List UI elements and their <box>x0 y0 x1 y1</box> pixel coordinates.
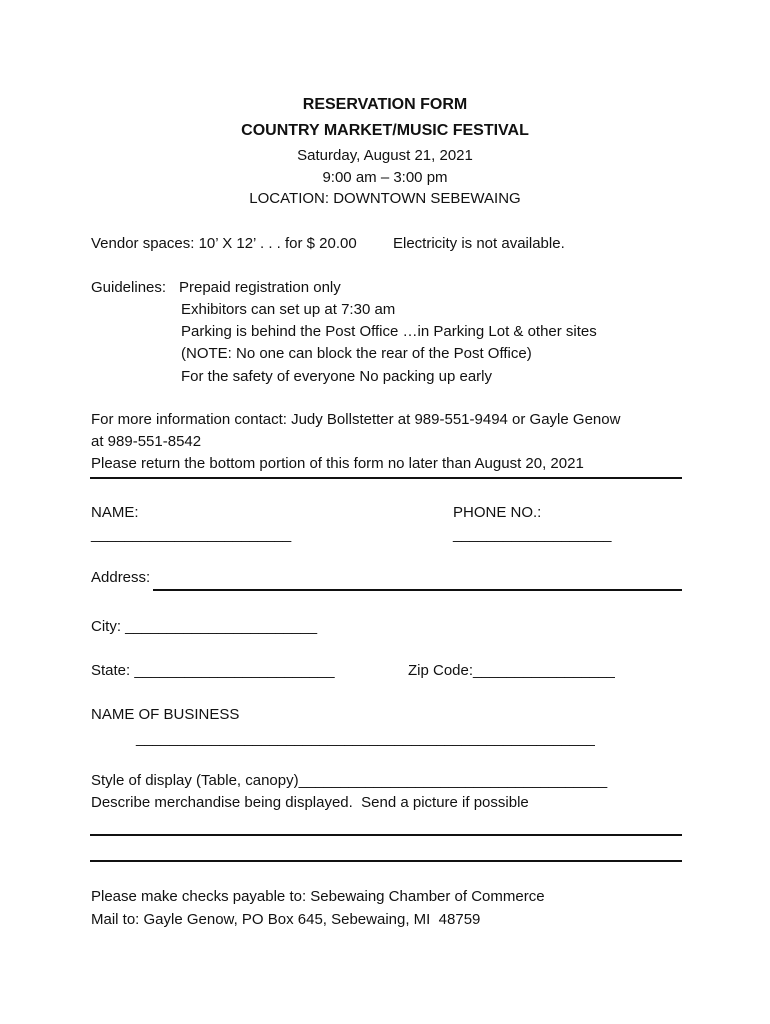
business-name-field[interactable]: _______________________________________________________ <box>136 730 595 747</box>
guideline-item: (NOTE: No one can block the rear of the Post Office) <box>181 345 532 362</box>
guideline-item: Prepaid registration only <box>179 279 341 296</box>
checks-payable-note: Please make checks payable to: Sebewaing Chamber of Commerce <box>91 888 545 905</box>
state-field[interactable]: State: ________________________ <box>91 662 335 679</box>
contact-info-line: at 989-551-8542 <box>91 433 202 450</box>
phone-label: PHONE NO.: <box>453 504 542 521</box>
city-field[interactable]: City: _______________________ <box>91 618 318 635</box>
name-label: NAME: <box>91 504 139 521</box>
address-label: Address: <box>91 569 151 586</box>
address-field[interactable] <box>153 589 682 591</box>
electricity-note: Electricity is not available. <box>393 235 565 252</box>
guideline-item: For the safety of everyone No packing up early <box>181 368 493 385</box>
form-title: RESERVATION FORM <box>302 96 468 113</box>
event-title: COUNTRY MARKET/MUSIC FESTIVAL <box>241 122 529 139</box>
guideline-item: Exhibitors can set up at 7:30 am <box>181 301 396 318</box>
event-date: Saturday, August 21, 2021 <box>297 147 473 164</box>
contact-info-line: For more information contact: Judy Bollstetter at 989-551-9494 or Gayle Genow <box>91 411 621 428</box>
return-deadline-note: Please return the bottom portion of this form no later than August 20, 2021 <box>91 455 584 472</box>
merchandise-prompt: Describe merchandise being displayed. Send a picture if possible <box>91 794 529 811</box>
event-time: 9:00 am – 3:00 pm <box>322 169 448 186</box>
zip-code-field[interactable]: Zip Code:_________________ <box>408 662 615 679</box>
guidelines-label: Guidelines: <box>91 279 167 296</box>
merchandise-field-line[interactable] <box>90 834 682 836</box>
section-divider <box>90 477 682 479</box>
event-location: LOCATION: DOWNTOWN SEBEWAING <box>249 190 521 207</box>
business-name-label: NAME OF BUSINESS <box>91 706 240 723</box>
merchandise-field-line[interactable] <box>90 860 682 862</box>
guideline-item: Parking is behind the Post Office …in Parking Lot & other sites <box>181 323 597 340</box>
vendor-spaces-text: Vendor spaces: 10’ X 12’ . . . for $ 20.00 <box>91 235 357 252</box>
phone-field[interactable]: ___________________ <box>453 526 612 543</box>
mailing-address: Mail to: Gayle Genow, PO Box 645, Sebewaing, MI 48759 <box>91 911 481 928</box>
display-style-field[interactable]: Style of display (Table, canopy)_____________________________________ <box>91 772 608 789</box>
name-field[interactable]: ________________________ <box>91 526 292 543</box>
